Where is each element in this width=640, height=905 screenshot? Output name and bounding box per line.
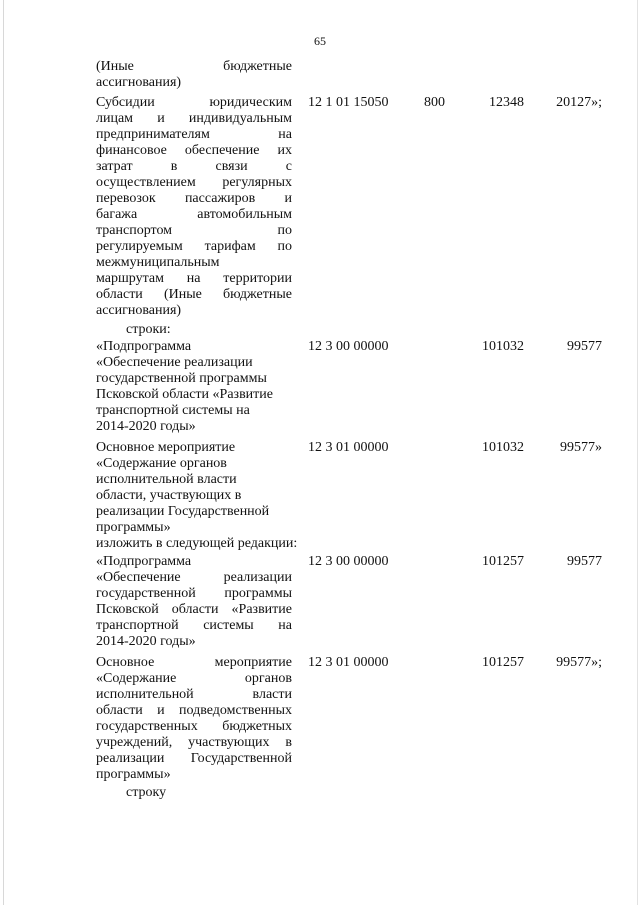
row-name-line: «Обеспечение реализации bbox=[96, 355, 253, 370]
row-name-line: области, участвующих в bbox=[96, 488, 242, 503]
row-name-line: «Подпрограмма bbox=[96, 339, 192, 354]
row-name-line: реализации Государственной bbox=[96, 751, 292, 766]
row-name-line: программы» bbox=[96, 767, 171, 782]
row-amount-2: 99577 bbox=[567, 554, 602, 569]
row-name-line: Основное мероприятие bbox=[96, 440, 236, 455]
row-name-line: программы» bbox=[96, 520, 171, 535]
row-name-line: области и подведомственных bbox=[96, 703, 292, 718]
row-code: 12 3 00 00000 bbox=[308, 339, 389, 354]
row-name-line: ассигнования) bbox=[96, 75, 182, 90]
row-name-line: реализации Государственной bbox=[96, 504, 270, 519]
instruction-label: изложить в следующей редакции: bbox=[96, 536, 298, 551]
row-name-line: лицам и индивидуальным bbox=[96, 111, 292, 126]
row-name-line: транспортной системы на bbox=[96, 618, 292, 633]
row-name-line: межмуниципальным bbox=[96, 255, 220, 270]
row-name-line: «Обеспечение реализации bbox=[96, 570, 292, 585]
row-name-line: исполнительной власти bbox=[96, 687, 292, 702]
row-amount-2: 20127»; bbox=[556, 95, 602, 110]
row-code: 12 3 01 00000 bbox=[308, 655, 389, 670]
row-name-line: области (Иные бюджетные bbox=[96, 287, 292, 302]
row-amount-2: 99577»; bbox=[556, 655, 602, 670]
row-name-line: регулируемым тарифам по bbox=[96, 239, 292, 254]
row-name-line: государственных бюджетных bbox=[96, 719, 292, 734]
row-name-line: транспортной системы на bbox=[96, 403, 250, 418]
row-amount-1: 101257 bbox=[482, 554, 524, 569]
row-name-line: осуществлением регулярных bbox=[96, 175, 292, 190]
row-code: 12 3 01 00000 bbox=[308, 440, 389, 455]
row-name-line: багажа автомобильным bbox=[96, 207, 292, 222]
row-expense-type: 800 bbox=[424, 95, 445, 110]
row-name-line: маршрутам на территории bbox=[96, 271, 292, 286]
row-amount-1: 101032 bbox=[482, 339, 524, 354]
row-name-line: «Содержание органов bbox=[96, 671, 292, 686]
instruction-label: строку bbox=[126, 785, 167, 800]
scan-edge-right bbox=[637, 0, 638, 905]
row-code: 12 1 01 15050 bbox=[308, 95, 389, 110]
row-name-line: 2014-2020 годы» bbox=[96, 634, 196, 649]
row-name-line: финансовое обеспечение их bbox=[96, 143, 292, 158]
instruction-label: строки: bbox=[126, 322, 171, 337]
row-amount-2: 99577» bbox=[560, 440, 602, 455]
row-name-line: учреждений, участвующих в bbox=[96, 735, 292, 750]
row-amount-1: 101032 bbox=[482, 440, 524, 455]
row-code: 12 3 00 00000 bbox=[308, 554, 389, 569]
row-name-line: «Содержание органов bbox=[96, 456, 227, 471]
row-name-line: исполнительной власти bbox=[96, 472, 237, 487]
row-name-line: ассигнования) bbox=[96, 303, 182, 318]
row-name-line: затрат в связи с bbox=[96, 159, 292, 174]
row-name-line: предпринимателям на bbox=[96, 127, 292, 142]
row-name-line: «Подпрограмма bbox=[96, 554, 192, 569]
row-name-line: Основное мероприятие bbox=[96, 655, 292, 670]
row-name-line: государственной программы bbox=[96, 371, 267, 386]
row-name-line: транспортом по bbox=[96, 223, 292, 238]
row-name-line: Псковской области «Развитие bbox=[96, 602, 292, 617]
row-name-line: (Иные бюджетные bbox=[96, 59, 292, 74]
scan-edge-left bbox=[3, 0, 4, 905]
row-name-line: Субсидии юридическим bbox=[96, 95, 292, 110]
row-name-line: Псковской области «Развитие bbox=[96, 387, 273, 402]
page-number: 65 bbox=[314, 34, 326, 48]
row-name-line: государственной программы bbox=[96, 586, 292, 601]
row-amount-2: 99577 bbox=[567, 339, 602, 354]
row-name-line: перевозок пассажиров и bbox=[96, 191, 292, 206]
row-name-line: 2014-2020 годы» bbox=[96, 419, 196, 434]
row-amount-1: 12348 bbox=[489, 95, 524, 110]
row-amount-1: 101257 bbox=[482, 655, 524, 670]
